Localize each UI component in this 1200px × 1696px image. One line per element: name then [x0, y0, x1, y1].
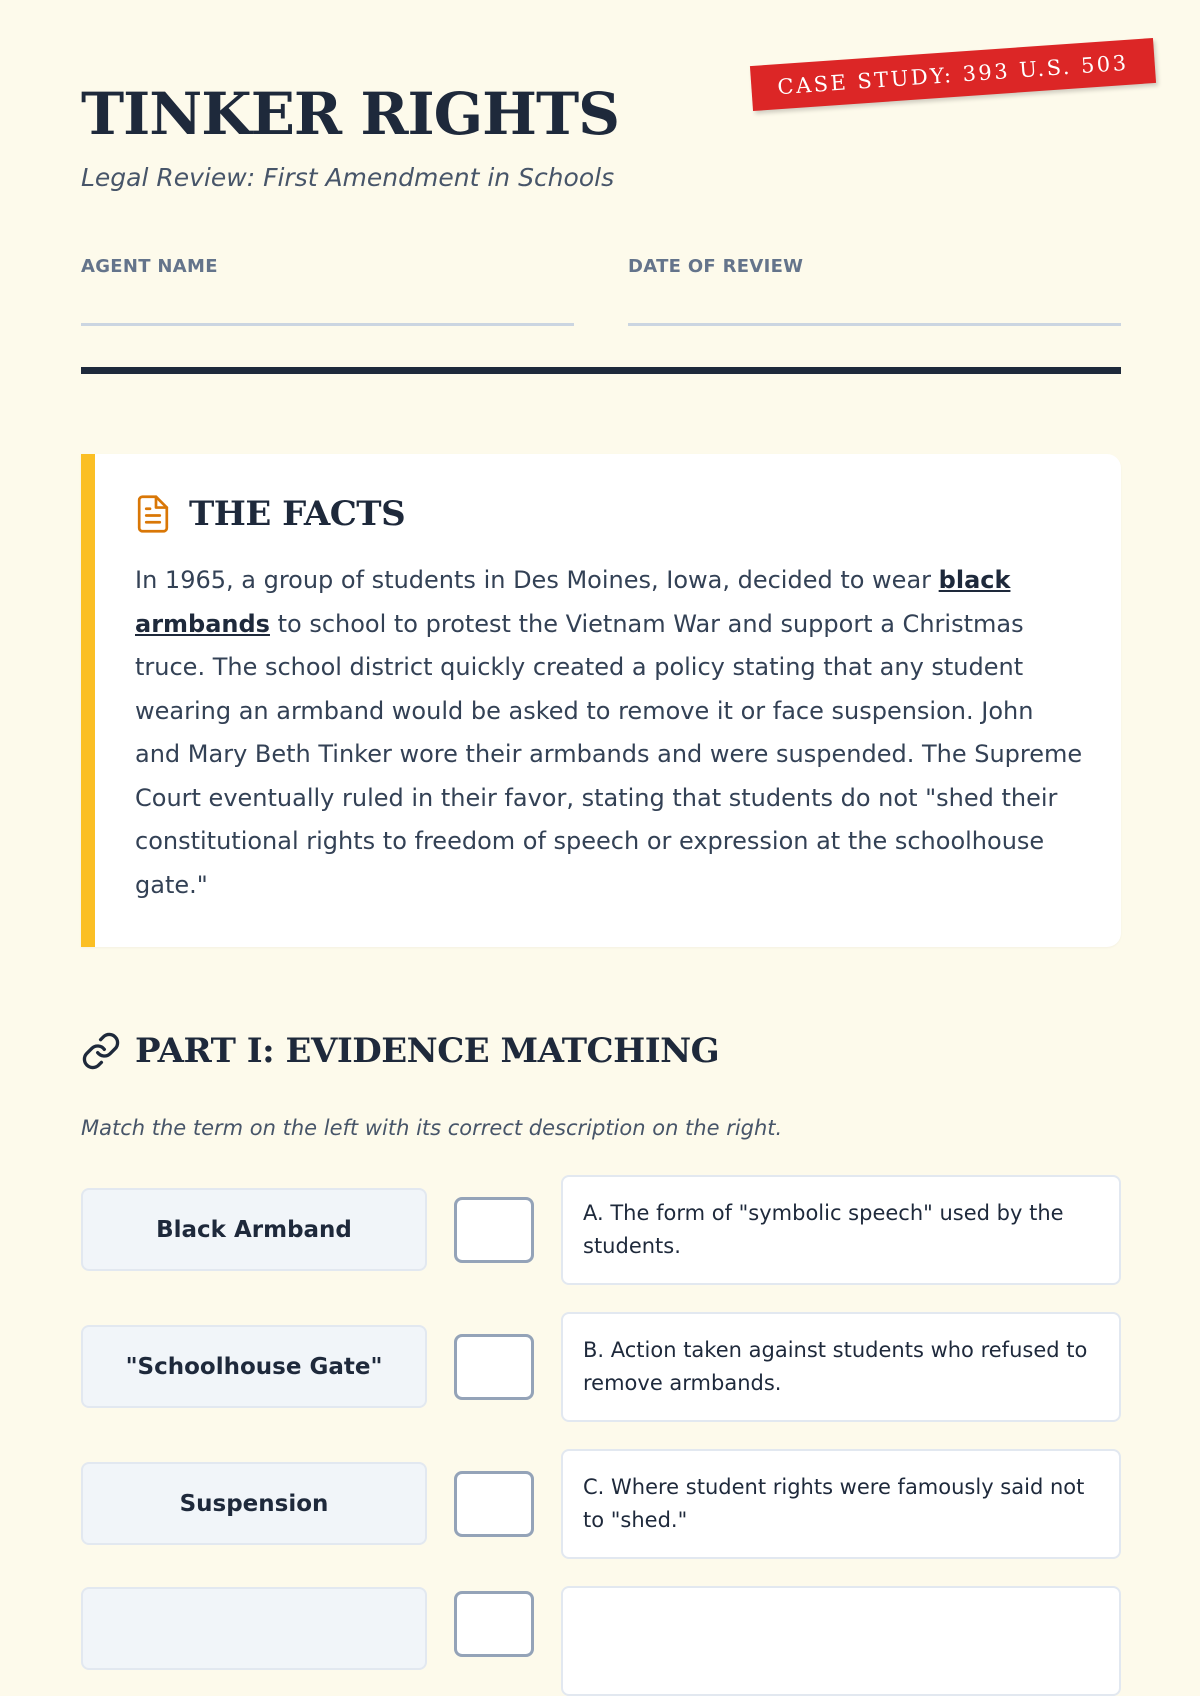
facts-paragraph	[135, 559, 1085, 907]
part-one-title: PART I: EVIDENCE MATCHING	[135, 1031, 720, 1071]
match-description: B. Action taken against students who refused to remove armbands.	[561, 1312, 1121, 1422]
facts-text-start: In 1965, a group of students in Des Moines, Iowa, decided to wear	[135, 566, 939, 594]
date-of-review-label: DATE OF REVIEW	[628, 256, 804, 277]
facts-heading	[135, 494, 405, 534]
page-title: TINKER RIGHTS	[81, 80, 620, 148]
case-study-stamp: CASE STUDY: 393 U.S. 503	[750, 38, 1156, 111]
facts-emphasis: black armbands	[135, 566, 1011, 638]
match-row	[81, 1312, 1121, 1422]
match-description-partial	[561, 1586, 1121, 1696]
match-answer-box-partial[interactable]	[454, 1591, 534, 1657]
match-description: C. Where student rights were famously said not to "shed."	[561, 1449, 1121, 1559]
matching-instructions: Match the term on the left with its correct description on the right.	[81, 1116, 783, 1140]
match-term-partial	[81, 1587, 427, 1670]
match-answer-box[interactable]	[454, 1197, 534, 1263]
match-row	[81, 1175, 1121, 1285]
match-row-partial	[81, 1586, 1121, 1696]
date-of-review-field[interactable]	[628, 256, 1121, 326]
match-term: Suspension	[81, 1462, 427, 1545]
date-of-review-input-line[interactable]	[628, 323, 1121, 326]
part-one-heading	[81, 1030, 719, 1072]
match-term: "Schoolhouse Gate"	[81, 1325, 427, 1408]
match-answer-box[interactable]	[454, 1471, 534, 1537]
page-subtitle: Legal Review: First Amendment in Schools	[81, 163, 615, 192]
match-term: Black Armband	[81, 1188, 427, 1271]
agent-name-field[interactable]	[81, 256, 574, 326]
match-description: A. The form of "symbolic speech" used by the students.	[561, 1175, 1121, 1285]
document-icon	[135, 494, 171, 534]
link-icon	[81, 1031, 121, 1071]
facts-title: THE FACTS	[189, 494, 406, 534]
facts-text-end: to school to protest the Vietnam War and support a Christmas truce. The school district quickly created a policy stating that any student wearing an armband would be asked to remove it or face suspension. John and Mary Beth Tinker wore their armbands and were suspended. The Supreme Court eventually ruled in their favor, stating that students do not "shed their constitutional rights to freedom of speech or expression at the schoolhouse gate."	[135, 609, 1083, 899]
facts-card	[81, 454, 1121, 947]
header-divider	[81, 367, 1121, 374]
match-answer-box[interactable]	[454, 1334, 534, 1400]
agent-name-label: AGENT NAME	[81, 256, 218, 277]
match-row	[81, 1449, 1121, 1559]
agent-name-input-line[interactable]	[81, 323, 574, 326]
